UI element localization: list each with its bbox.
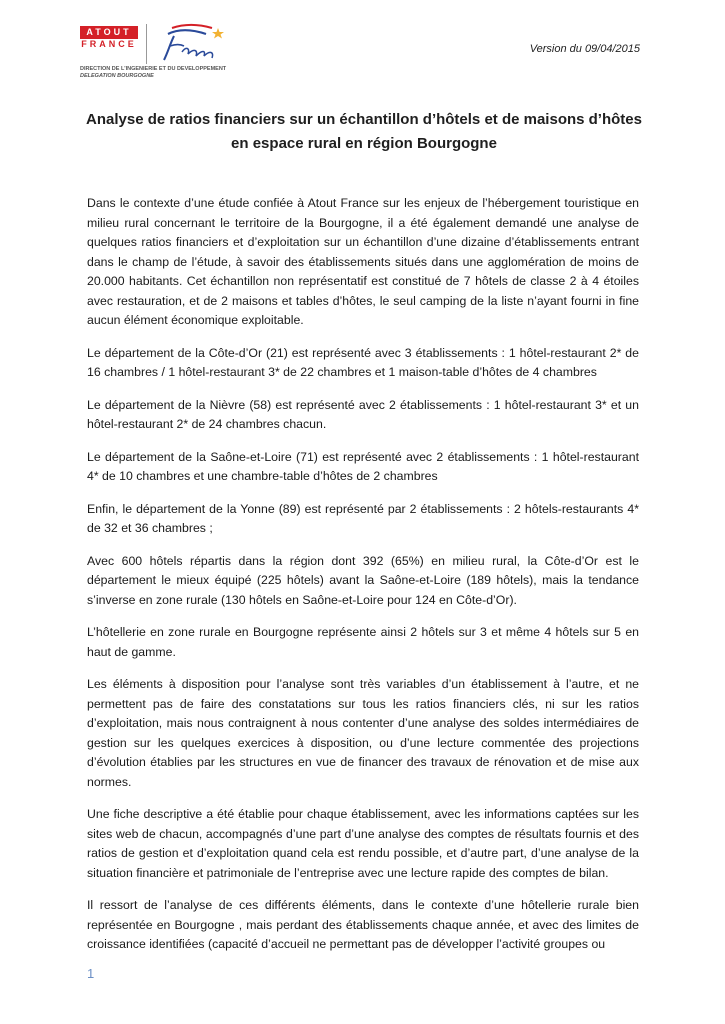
paragraph: Le département de la Nièvre (58) est représenté avec 2 établissements : 1 hôtel-restaurant 3* et un hôtel-restaurant 2* de 24 chambres chacun. <box>87 397 639 431</box>
logo-atout-text: ATOUT <box>80 26 138 39</box>
title-line-1: Analyse de ratios financiers sur un échantillon d’hôtels et de maisons d’hôtes <box>86 111 642 128</box>
version-date: Version du 09/04/2015 <box>529 43 640 55</box>
paragraph: L’hôtellerie en zone rurale en Bourgogne représente ainsi 2 hôtels sur 3 et même 4 hôtels sur 5 en haut de gamme. <box>87 625 639 659</box>
paragraph: Le département de la Saône-et-Loire (71) est représenté avec 2 établissements : 1 hôtel-restaurant 4* de 10 chambres et une chambre-table d’hôtes de 2 chambres <box>87 449 639 483</box>
france-signature-logo-icon <box>154 22 226 64</box>
logo-subtitle-direction: DIRECTION DE L'INGENIERIE ET DU DEVELOPPEMENT <box>80 66 227 72</box>
logo-subtitle-delegation: DELEGATION BOURGOGNE <box>80 73 154 79</box>
paragraph: Le département de la Côte-d’Or (21) est représenté avec 3 établissements : 1 hôtel-restaurant 2* de 16 chambres / 1 hôtel-restaurant 3* de 22 chambres et 1 maison-table d’hôtes de 4 chambres <box>87 345 639 379</box>
paragraph: Enfin, le département de la Yonne (89) est représenté par 2 établissements : 2 hôtels-restaurants 4* de 32 et 36 chambres ; <box>87 501 639 535</box>
logo-france-text: FRANCE <box>81 39 137 49</box>
logo-divider <box>146 24 147 64</box>
atout-france-logo <box>80 22 250 82</box>
paragraph: Il ressort de l’analyse de ces différents éléments, dans le contexte d’une hôtellerie rurale bien représentée en Bourgogne , mais perdant des établissements chaque année, et avec des limites de croissance identifiées (capacité d’accueil ne permettant pas de développer l’activité groupes ou <box>87 898 639 951</box>
paragraph: Avec 600 hôtels répartis dans la région dont 392 (65%) en milieu rural, la Côte-d’Or est le département le mieux équipé (225 hôtels) avant la Saône-et-Loire (189 hôtels), mais la tendance s’inverse en zone rurale (130 hôtels en Saône-et-Loire pour 124 en Côte-d’Or). <box>87 553 639 607</box>
paragraph: Une fiche descriptive a été établie pour chaque établissement, avec les informations captées sur les sites web de chacun, accompagnés d’une part d’une analyse des comptes de résultats fournis et des ratios de gestion et d’exploitation quand cela est rendu possible, et d’autre part, d’une analyse de la situation financière et patrimoniale de l’entreprise avec une lecture rapide des comptes de bilan. <box>87 807 639 880</box>
document-title <box>80 108 648 156</box>
page-number: 1 <box>87 966 95 981</box>
document-body <box>87 194 639 968</box>
paragraph: Les éléments à disposition pour l’analyse sont très variables d’un établissement à l’autre, et ne permettent pas de faire des constatations sur tous les ratios financiers clés, ni sur les ratios d’exploitation, mais nous contraignent à nous contenter d’une analyse des soldes intermédiaires de gestion sur les quelques exercices à disposition, ou d’une lecture commentée des projections d’évolution établies par les structures en vue de financer des travaux de rénovation et de mise aux normes. <box>87 677 639 789</box>
paragraph: Dans le contexte d’une étude confiée à Atout France sur les enjeux de l’hébergement touristique en milieu rural concernant le territoire de la Bourgogne, il a été également demandé une analyse de quelques ratios financiers et d’exploitation sur un échantillon d’une dizaine d’établissements entrant dans le champ de l’étude, à savoir des établissements situés dans une agglomération de moins de 20.000 habitants. Cet échantillon non représentatif est constitué de 7 hôtels de classe 2 à 4 étoiles avec restauration, et de 2 maisons et tables d’hôtes, le seul camping de la liste n’ayant fourni in fine aucun élément économique exploitable. <box>87 196 639 327</box>
title-line-2: en espace rural en région Bourgogne <box>231 135 497 152</box>
